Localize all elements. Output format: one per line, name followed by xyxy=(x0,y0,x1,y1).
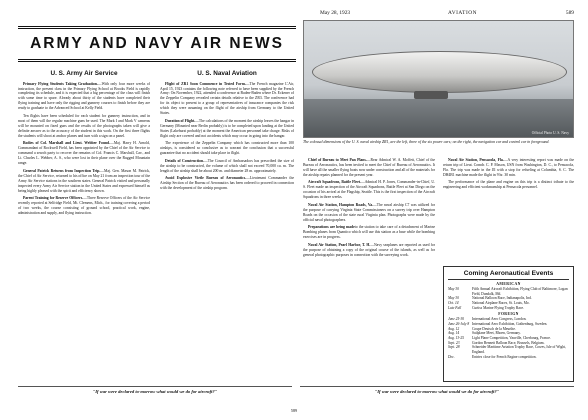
page-header xyxy=(18,6,574,20)
paragraph-lead: Parent Training for Reserve Officers. xyxy=(23,196,84,201)
paragraph-text: —Rear Admiral W. A. Moffett, Chief of the Bureau of Aeronautics, has been invited to meet the Chief of Bureau of Aeronautics. It will have all the smaller flying boats now under construction and all of the materials for the airship repairs planned for the present year. xyxy=(303,158,435,177)
column-four xyxy=(443,158,574,258)
paragraph-text: —The French magazine L'Air, April 15, 1923 contains the following note referred to have been supplied by the French Army: On November, 1922, attended a conference at Baden-Baden where Dr. Eckener of the Zeppelin Company revealed certain details relative to the ZR3. The conference had for its object to present to a group of representatives of insurance companies the risk which they were assuming on the flight of the airship from Germany to the United States. xyxy=(160,81,294,116)
paragraph-lead: Naval Air Station, Pearl Harbor, T. H. xyxy=(308,242,371,247)
column-body xyxy=(160,82,294,192)
event-date: Aug. 13-25 xyxy=(448,336,464,341)
article-paragraph xyxy=(18,114,150,139)
event-date: Aug. 14 xyxy=(448,331,460,336)
article-paragraph xyxy=(303,158,435,178)
article-paragraph xyxy=(160,119,294,139)
article-paragraph xyxy=(303,203,435,223)
paragraph-lead: Primary Flying Students Taking Graduation. xyxy=(23,81,98,86)
event-text: Schneider Maritime Aviation Trophy Race, Cowes, Isle of Wight, England. xyxy=(472,345,567,355)
paragraph-lead: Duration of Flight. xyxy=(165,118,196,123)
page-number: 589 xyxy=(290,408,298,413)
paragraph-lead: Preparations are being made xyxy=(308,225,355,230)
events-foreign-list xyxy=(448,317,569,359)
article-paragraph xyxy=(18,169,150,194)
coming-events-box xyxy=(443,266,574,382)
event-date: Dec. xyxy=(448,354,455,359)
event-date: May 30 xyxy=(448,296,459,301)
article-paragraph xyxy=(443,158,574,178)
header-page-number: 589 xyxy=(565,10,574,16)
paragraph-lead: Avoid Explosive Vietle Bureau of Aeronautics. xyxy=(165,176,247,181)
paragraph-lead: General Patrick Returns from Inspection Trip. xyxy=(23,168,101,173)
paragraph-text: —The Council of Ambassadors has prescribed the size of the airship to be constructed, the volume of which shall not exceed 70,000 cu. m. The length of the airship shall be about 200 m. and diameter 28 m. approximately. xyxy=(160,158,294,173)
event-item xyxy=(448,345,569,354)
column-heading: U. S. Army Air Service xyxy=(50,70,118,77)
event-text: Coupe Deutsch de la Meurthe. xyxy=(472,326,516,331)
article-paragraph xyxy=(303,225,435,240)
section-banner xyxy=(18,26,296,62)
paragraph-text: —The naval airship C7 was utilized for the purpose of carrying Virginia State Commissioners on a survey trip over Hampton Roads on the occasion of the state rural Virginia plan. Photographs were made by the official naval photographers. xyxy=(303,202,435,222)
header-magazine: AVIATION xyxy=(448,10,478,16)
airship-photo xyxy=(303,20,574,138)
event-date: June 26-July 8 xyxy=(448,322,470,327)
event-text: Curtiss Marine Flying Trophy Race. xyxy=(472,305,525,310)
paragraph-text: The performance of the plane and engine on this trip is a distinct tribute to the engineering and efficient workmanship at Pensacola personnel. xyxy=(443,180,574,190)
event-date: Sept. 23 xyxy=(448,340,460,345)
paragraph-text: —With only four more weeks of instruction, the present class in the Primary Flying School at Brooks Field is rapidly completing its schedule, and it is expected that a big percentage of the class will finish with some time to spare. Already about thirty of the students have completed their flying training and have only the rigging and gunnery courses to finish before they are ready to graduate to the Advanced School at Kelly Field. xyxy=(18,81,151,111)
article-paragraph xyxy=(160,159,294,174)
article-paragraph xyxy=(303,180,435,200)
event-text: Gordon Bennett Balloon Race, Brussels, Belgium. xyxy=(472,340,545,345)
event-text: National Airplane Races, St. Louis, Mo. xyxy=(472,301,530,306)
paragraph-text: —Navy seaplanes are reported as used for the purpose of obtaining a copy of the original course of the islands, as well as for general photographic purposes in connection with the surveying work. xyxy=(303,242,436,257)
paragraph-text: —Admiral H. P. Jones, Commander-in-Chief, U. S. Fleet made an inspection of the Aircraft Squadrons, Battle Fleet at San Diego on the occasion of his arrival at the Flagship, Seattle. This is the first inspection of the Aircraft Squadrons in three weeks. xyxy=(303,180,436,200)
article-paragraph xyxy=(160,82,294,117)
footer-slogan-left: "If war were declared to-morrow what would we do for aircraft?" xyxy=(18,386,292,394)
column-body xyxy=(303,158,435,258)
photo-caption: The colossal dimensions of the U. S. naval airship ZR1, are the left, three of the six power cars; on the right, the navigation car and control car in foreground. xyxy=(303,140,550,144)
event-date: Aug. 12 xyxy=(448,326,460,331)
column-body xyxy=(443,158,574,190)
airship-gondola xyxy=(414,91,448,99)
paragraph-text: —A very interesting report was made on the return trip of Lieut. Comdr. C. P. Mason, USN from Washington, D. C., to Pensacola, Fla. The trip was made in the Jll with a stop for refueling at Columbia, S. C. The DH4B1 machine made the flight in 9 hr. 30 min. xyxy=(443,158,575,177)
event-text: Sailplane Meet, Rhoen, Germany. xyxy=(472,331,521,336)
paragraph-text: Ten flights have been scheduled for each student for gunnery instruction, and in most of them will the regular machine guns be used. The Mark I and Mark V cameras will be mounted on fixed guns and the results of the photographs taken will give a definite answer as to the accuracy of the student in this work. On the first three flights the students will shoot at anchor planes and turn with a sign on a panel. xyxy=(18,113,150,138)
paragraph-lead: Details of Construction. xyxy=(165,158,204,163)
event-item xyxy=(448,355,569,360)
events-title: Coming Aeronautical Events xyxy=(448,270,569,280)
column-naval-aviation xyxy=(160,68,294,382)
column-army-air-service xyxy=(18,68,150,382)
event-item xyxy=(448,287,569,296)
event-date: Late Fall xyxy=(448,305,462,310)
banner-title: ARMY AND NAVY AIR NEWS xyxy=(30,35,284,52)
article-paragraph xyxy=(443,180,574,190)
event-date: Oct. 14 xyxy=(448,301,459,306)
paragraph-lead: Aircraft Squadrons, Battle Fleet. xyxy=(308,180,361,185)
column-body xyxy=(18,82,150,217)
events-foreign-label: FOREIGN xyxy=(498,312,519,317)
paragraph-lead: Naval Air Station, Hampton Roads, Va. xyxy=(308,202,374,207)
event-text: International Aero Exhibition, Gothenburg, Sweden. xyxy=(472,322,548,327)
column-heading: U. S. Naval Aviation xyxy=(197,70,257,77)
event-text: Light Plane Competition, Vauville, Cherbourg, France. xyxy=(472,336,551,341)
airship-hull xyxy=(312,51,567,93)
paragraph-text: —Maj. Harry H. Arnold, Commandant of Rockwell Field, has been appointed by the Chief of the Air Service to command a search party to recover the remains of Col. Francis C. Marshall, Cav., and Lt. Charles L. Webber, A. S., who were lost in their plane over the Rugged Mountain range. xyxy=(18,141,150,166)
paragraph-lead: Bodies of Col. Marshall and Lieut. Webber Found. xyxy=(23,141,111,146)
paragraph-lead: Flight of ZR1 Soon Commence in Tested Form. xyxy=(165,81,246,86)
events-american-label: AMERICAN xyxy=(496,282,521,286)
article-paragraph xyxy=(18,196,150,216)
photo-credit: Official Photo U. S. Navy xyxy=(531,131,569,135)
article-paragraph xyxy=(160,141,294,156)
paragraph-text: —Three Reserve Officers of the Air Service recently reported at Selfridge Field, Mt. Clemens, Mich., for training covering a period of two weeks, the course consisting of ground school, practical work, engine, administration and supply, and flying instruction. xyxy=(18,196,151,216)
event-date: Sept. 28 xyxy=(448,345,460,350)
column-three xyxy=(303,158,435,400)
paragraph-text: The experience of the Zeppelin Company which has constructed more than 100 airships, is considered so conclusive as to warrant the conclusion that a successful guarantee that no accident should take place in flight. xyxy=(160,141,294,156)
paragraph-text: —The calculations of the moment the airship leaves the hangar in Germany (Mounted near Berlin probably) is to be completed upon landing at the United States (Lakehurst probably) at the moment the American personnel take charge. Risks of flight only are covered and not accidents which may occur in going into the hangar. xyxy=(160,118,295,138)
paragraph-lead: Chief of Bureau to Meet Pan Plans. xyxy=(308,158,367,162)
event-text: International Aero Congress, London. xyxy=(472,317,527,322)
paragraph-lead: Naval Air Station, Pensacola, Fla. xyxy=(448,158,504,162)
paragraph-text: —Maj. Gen. Mason M. Patrick, the Chief of Air Service, returned to his office on May 21 from an inspection tour of the Army Air Service stations in the southern states. General Patrick visited and personally inspected every Army Air Service station in the United States and expressed himself as being highly pleased with the spirit and efficiency shown. xyxy=(18,168,150,193)
header-date: May 28, 1923 xyxy=(320,10,351,16)
event-text: Fifth Annual Aircraft Exhibition, Flying Club of Baltimore, Logan Field, Dundalk, Md. xyxy=(472,287,568,296)
footer-slogan-right: "If war were declared to-morrow what would we do for aircraft?" xyxy=(300,386,574,394)
article-paragraph xyxy=(303,243,435,258)
article-paragraph xyxy=(18,82,150,112)
event-date: May 30 xyxy=(448,287,459,291)
event-text: National Balloon Race, Indianapolis, Ind. xyxy=(472,296,532,301)
paragraph-text: —Lieutenant Commander the Airship Section of the Bureau of Aeronautics has been ordered to proceed in connection with the development of the airship program. xyxy=(160,176,294,191)
event-item xyxy=(448,306,569,311)
article-paragraph xyxy=(18,141,150,166)
paragraph-text: to the station to take care of a detachment of Marine Bombing planes from Quantico which will use this station as a base while the bombing exercises are in progress. xyxy=(303,225,435,240)
article-paragraph xyxy=(160,176,294,191)
event-date: June 25-30 xyxy=(448,317,465,322)
events-american-list xyxy=(448,287,569,310)
event-text: Entries close for French Engine competition. xyxy=(472,354,537,359)
